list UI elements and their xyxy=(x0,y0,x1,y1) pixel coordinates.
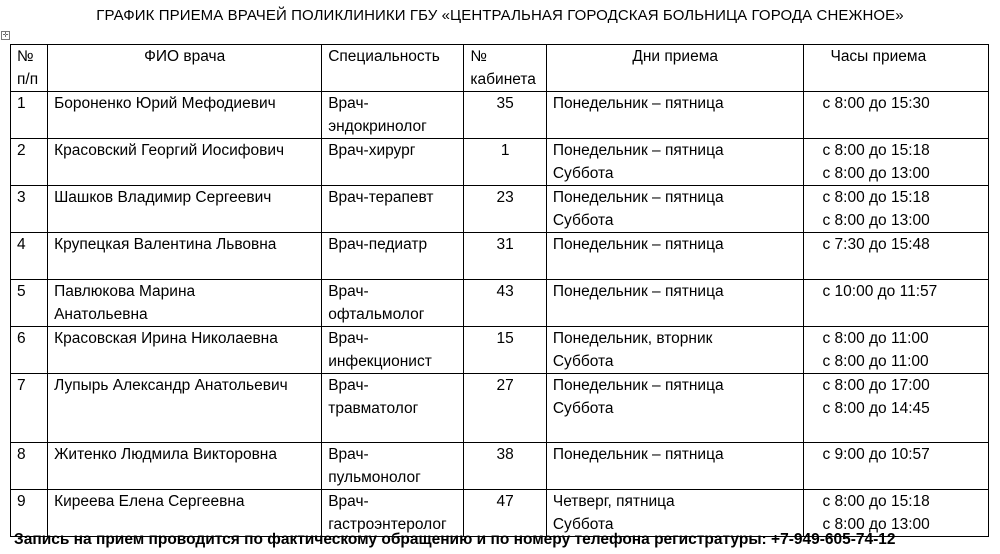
specialty-cell-line: гастроэнтеролог xyxy=(328,516,447,533)
table-row xyxy=(11,490,989,537)
specialty-cell-line: офтальмолог xyxy=(328,306,425,323)
header-hours: Часы приема xyxy=(804,45,989,92)
schedule-table xyxy=(10,44,989,537)
specialty-cell-line: Врач- xyxy=(328,330,369,347)
reception-hours-cell xyxy=(804,327,989,374)
reception-hours-cell-line: с 8:00 до 15:18 xyxy=(822,142,930,159)
reception-days-cell-line: Суббота xyxy=(552,353,614,370)
reception-days-cell xyxy=(546,92,804,139)
reception-hours-cell xyxy=(804,490,989,537)
reception-hours-cell xyxy=(804,280,989,327)
doctor-name-cell-line: Киреева Елена Сергеевна xyxy=(54,493,245,510)
reception-days-cell-line: Понедельник – пятница xyxy=(552,446,724,463)
specialty-cell xyxy=(322,233,464,280)
header-name: ФИО врача xyxy=(48,45,322,92)
header-num-line: № xyxy=(17,48,34,65)
table-row xyxy=(11,374,989,443)
doctor-name-cell-line: Анатольевна xyxy=(54,306,148,323)
header-room xyxy=(464,45,546,92)
header-num-line: п/п xyxy=(17,71,39,88)
reception-days-cell xyxy=(546,139,804,186)
doctor-name-cell xyxy=(48,233,322,280)
row-num-cell: 6 xyxy=(11,327,48,374)
room-number-cell: 27 xyxy=(464,374,546,443)
room-number-cell: 23 xyxy=(464,186,546,233)
reception-hours-cell-line: с 8:00 до 13:00 xyxy=(822,212,930,229)
reception-hours-cell-line: с 8:00 до 11:00 xyxy=(822,353,929,370)
reception-hours-cell-line: с 10:00 до 11:57 xyxy=(822,283,938,300)
reception-hours-cell-line: с 8:00 до 13:00 xyxy=(822,165,930,182)
row-num-cell: 3 xyxy=(11,186,48,233)
specialty-cell xyxy=(322,280,464,327)
reception-hours-cell xyxy=(804,186,989,233)
doctor-name-cell-line: Крупецкая Валентина Львовна xyxy=(54,236,277,253)
table-row xyxy=(11,280,989,327)
header-spec: Специальность xyxy=(322,45,464,92)
specialty-cell-line: Врач-хирург xyxy=(328,142,416,159)
doctor-name-cell xyxy=(48,374,322,443)
specialty-cell-line: инфекционист xyxy=(328,353,432,370)
header-days: Дни приема xyxy=(546,45,804,92)
doctor-name-cell-line: Житенко Людмила Викторовна xyxy=(54,446,277,463)
specialty-cell-line: травматолог xyxy=(328,400,419,417)
reception-days-cell xyxy=(546,327,804,374)
specialty-cell xyxy=(322,186,464,233)
room-number-cell: 15 xyxy=(464,327,546,374)
specialty-cell xyxy=(322,443,464,490)
reception-hours-cell xyxy=(804,443,989,490)
reception-days-cell-line: Суббота xyxy=(552,400,614,417)
room-number-cell: 47 xyxy=(464,490,546,537)
doctor-name-cell xyxy=(48,92,322,139)
row-num-cell: 7 xyxy=(11,374,48,443)
row-num-cell: 9 xyxy=(11,490,48,537)
header-num xyxy=(11,45,48,92)
room-number-cell: 35 xyxy=(464,92,546,139)
specialty-cell-line: Врач- xyxy=(328,493,369,510)
doctor-name-cell-line: Бороненко Юрий Мефодиевич xyxy=(54,95,276,112)
room-number-cell: 43 xyxy=(464,280,546,327)
specialty-cell-line: Врач- xyxy=(328,95,369,112)
row-num-cell: 2 xyxy=(11,139,48,186)
reception-hours-cell-line: с 8:00 до 15:30 xyxy=(822,95,930,112)
footer-note: Запись на прием проводится по фактическому обращению и по номеру телефона регистратуры: +7-949-605-74-12 xyxy=(14,531,896,548)
header-room-line: № xyxy=(470,48,488,65)
specialty-cell-line: Врач- xyxy=(328,283,369,300)
doctor-name-cell-line: Лупырь Александр Анатольевич xyxy=(54,377,288,394)
table-row xyxy=(11,233,989,280)
reception-hours-cell-line: с 9:00 до 10:57 xyxy=(822,446,930,463)
specialty-cell-line: Врач- xyxy=(328,377,369,394)
reception-days-cell-line: Суббота xyxy=(552,165,614,182)
specialty-cell xyxy=(322,327,464,374)
room-number-cell: 31 xyxy=(464,233,546,280)
reception-days-cell-line: Понедельник – пятница xyxy=(552,283,724,300)
doctor-name-cell xyxy=(48,443,322,490)
reception-days-cell xyxy=(546,186,804,233)
table-row xyxy=(11,327,989,374)
reception-days-cell-line: Суббота xyxy=(552,212,614,229)
specialty-cell-line: пульмонолог xyxy=(328,469,421,486)
row-num-cell: 4 xyxy=(11,233,48,280)
reception-hours-cell xyxy=(804,233,989,280)
reception-days-cell-line: Понедельник – пятница xyxy=(552,142,724,159)
reception-days-cell xyxy=(546,280,804,327)
table-header-row xyxy=(11,45,989,92)
reception-hours-cell xyxy=(804,92,989,139)
reception-days-cell xyxy=(546,490,804,537)
specialty-cell xyxy=(322,92,464,139)
reception-days-cell xyxy=(546,443,804,490)
reception-hours-cell-line: с 7:30 до 15:48 xyxy=(822,236,930,253)
reception-days-cell-line: Четверг, пятница xyxy=(552,493,675,510)
table-row xyxy=(11,139,989,186)
move-handle-icon[interactable]: ✛ xyxy=(2,32,9,39)
table-row xyxy=(11,443,989,490)
reception-days-cell-line: Понедельник, вторник xyxy=(552,330,713,347)
page-title: ГРАФИК ПРИЕМА ВРАЧЕЙ ПОЛИКЛИНИКИ ГБУ «ЦЕНТРАЛЬНАЯ ГОРОДСКАЯ БОЛЬНИЦА ГОРОДА СНЕЖНОЕ» xyxy=(96,7,904,24)
reception-days-cell-line: Суббота xyxy=(552,516,614,533)
header-room-line: кабинета xyxy=(470,71,536,88)
reception-days-cell-line: Понедельник – пятница xyxy=(552,189,724,206)
doctor-name-cell xyxy=(48,280,322,327)
doctor-name-cell xyxy=(48,139,322,186)
reception-days-cell-line: Понедельник – пятница xyxy=(552,377,724,394)
table-row xyxy=(11,186,989,233)
room-number-cell: 1 xyxy=(464,139,546,186)
row-num-cell: 8 xyxy=(11,443,48,490)
specialty-cell-line: Врач- xyxy=(328,446,369,463)
doctor-name-cell-line: Шашков Владимир Сергеевич xyxy=(54,189,272,206)
specialty-cell-line: эндокринолог xyxy=(328,118,427,135)
reception-hours-cell-line: с 8:00 до 14:45 xyxy=(822,400,930,417)
table-row xyxy=(11,92,989,139)
specialty-cell xyxy=(322,490,464,537)
doctor-name-cell xyxy=(48,327,322,374)
reception-hours-cell-line: с 8:00 до 11:00 xyxy=(822,330,929,347)
reception-days-cell xyxy=(546,374,804,443)
specialty-cell-line: Врач-педиатр xyxy=(328,236,428,253)
doctor-name-cell-line: Красовский Георгий Иосифович xyxy=(54,142,285,159)
doctor-name-cell xyxy=(48,490,322,537)
reception-days-cell-line: Понедельник – пятница xyxy=(552,236,724,253)
row-num-cell: 5 xyxy=(11,280,48,327)
doctor-name-cell-line: Павлюкова Марина xyxy=(54,283,196,300)
doctor-name-cell xyxy=(48,186,322,233)
reception-hours-cell xyxy=(804,374,989,443)
doctor-name-cell-line: Красовская Ирина Николаевна xyxy=(54,330,278,347)
specialty-cell-line: Врач-терапевт xyxy=(328,189,434,206)
reception-days-cell xyxy=(546,233,804,280)
reception-hours-cell xyxy=(804,139,989,186)
specialty-cell xyxy=(322,374,464,443)
reception-hours-cell-line: с 8:00 до 15:18 xyxy=(822,189,930,206)
reception-hours-cell-line: с 8:00 до 13:00 xyxy=(822,516,930,533)
reception-hours-cell-line: с 8:00 до 17:00 xyxy=(822,377,930,394)
row-num-cell: 1 xyxy=(11,92,48,139)
reception-hours-cell-line: с 8:00 до 15:18 xyxy=(822,493,930,510)
room-number-cell: 38 xyxy=(464,443,546,490)
specialty-cell xyxy=(322,139,464,186)
reception-days-cell-line: Понедельник – пятница xyxy=(552,95,724,112)
